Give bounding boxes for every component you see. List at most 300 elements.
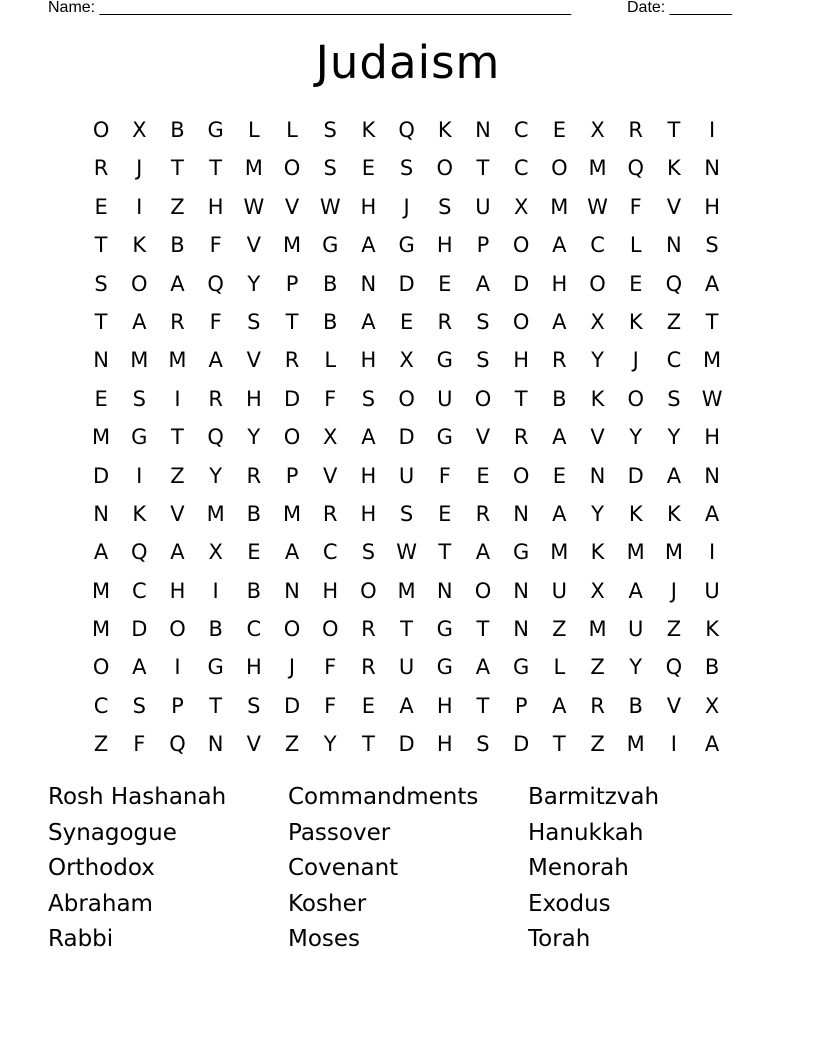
- grid-cell[interactable]: A: [628, 578, 643, 603]
- grid-cell[interactable]: J: [288, 655, 296, 680]
- grid-cell[interactable]: G: [398, 233, 415, 258]
- grid-cell[interactable]: O: [474, 386, 492, 411]
- grid-cell[interactable]: O: [512, 463, 530, 488]
- grid-cell[interactable]: S: [476, 732, 490, 757]
- grid-cell[interactable]: Q: [207, 425, 224, 450]
- grid-cell[interactable]: Q: [665, 271, 683, 296]
- grid-cell[interactable]: M: [244, 156, 263, 181]
- grid-cell[interactable]: T: [438, 540, 452, 565]
- grid-cell[interactable]: A: [132, 655, 147, 680]
- grid-cell[interactable]: Y: [209, 463, 223, 488]
- grid-cell[interactable]: K: [437, 118, 452, 142]
- grid-cell[interactable]: F: [629, 194, 642, 219]
- grid-cell[interactable]: X: [590, 309, 605, 334]
- grid-cell[interactable]: Q: [169, 732, 186, 757]
- grid-cell[interactable]: S: [438, 194, 452, 219]
- grid-cell[interactable]: V: [284, 194, 300, 219]
- grid-cell[interactable]: K: [590, 386, 605, 411]
- grid-cell[interactable]: R: [322, 501, 338, 526]
- grid-cell[interactable]: A: [666, 463, 682, 488]
- grid-cell[interactable]: D: [93, 463, 110, 488]
- grid-cell[interactable]: T: [705, 309, 719, 334]
- grid-cell[interactable]: J: [670, 578, 677, 603]
- grid-cell[interactable]: B: [246, 578, 262, 603]
- grid-cell[interactable]: T: [94, 233, 108, 258]
- grid-cell[interactable]: S: [247, 693, 261, 718]
- grid-cell[interactable]: N: [436, 578, 453, 603]
- grid-cell[interactable]: T: [552, 732, 566, 757]
- grid-cell[interactable]: M: [206, 501, 225, 526]
- grid-cell[interactable]: G: [436, 617, 453, 642]
- grid-cell[interactable]: H: [245, 386, 262, 411]
- grid-cell[interactable]: O: [474, 578, 492, 603]
- grid-cell[interactable]: B: [323, 309, 338, 334]
- grid-cell[interactable]: U: [437, 386, 453, 411]
- grid-cell[interactable]: R: [437, 309, 453, 334]
- grid-cell[interactable]: B: [208, 617, 223, 642]
- grid-cell[interactable]: A: [208, 348, 223, 373]
- grid-cell[interactable]: Z: [590, 655, 605, 680]
- grid-cell[interactable]: R: [361, 617, 376, 642]
- grid-cell[interactable]: C: [322, 540, 338, 565]
- grid-cell[interactable]: H: [436, 693, 453, 718]
- grid-cell[interactable]: A: [475, 540, 491, 565]
- grid-cell[interactable]: V: [246, 348, 262, 373]
- grid-cell[interactable]: C: [93, 693, 109, 718]
- worksheet-header: [0, 0, 816, 20]
- grid-cell[interactable]: S: [323, 156, 337, 181]
- grid-cell[interactable]: T: [476, 617, 490, 642]
- grid-cell[interactable]: R: [513, 425, 529, 450]
- grid-cell[interactable]: V: [246, 233, 262, 258]
- word-list-item: Kosher: [288, 890, 367, 917]
- grid-cell[interactable]: Q: [627, 156, 644, 181]
- grid-cell[interactable]: M: [92, 578, 111, 603]
- grid-cell[interactable]: J: [136, 156, 143, 181]
- grid-cell[interactable]: V: [666, 693, 682, 718]
- grid-cell[interactable]: L: [553, 655, 566, 680]
- grid-cell[interactable]: A: [170, 540, 185, 565]
- grid-cell[interactable]: Z: [170, 194, 185, 219]
- grid-cell[interactable]: O: [589, 271, 606, 296]
- grid-cell[interactable]: V: [323, 463, 338, 488]
- grid-cell[interactable]: I: [136, 463, 143, 488]
- grid-cell[interactable]: H: [436, 732, 453, 757]
- grid-cell[interactable]: R: [361, 655, 376, 680]
- grid-cell[interactable]: A: [361, 309, 376, 334]
- grid-cell[interactable]: M: [282, 501, 302, 526]
- grid-cell[interactable]: Z: [552, 617, 567, 642]
- grid-cell[interactable]: A: [552, 425, 567, 450]
- grid-cell[interactable]: K: [628, 309, 643, 334]
- grid-cell[interactable]: O: [131, 271, 148, 296]
- grid-cell[interactable]: K: [705, 617, 719, 642]
- grid-cell[interactable]: Q: [665, 655, 683, 680]
- grid-cell[interactable]: H: [513, 348, 530, 373]
- grid-cell[interactable]: A: [170, 271, 185, 296]
- grid-cell[interactable]: G: [436, 655, 453, 680]
- grid-cell[interactable]: G: [513, 540, 530, 565]
- grid-cell[interactable]: Z: [666, 309, 682, 334]
- grid-cell[interactable]: K: [667, 501, 681, 526]
- grid-cell[interactable]: O: [436, 156, 454, 181]
- grid-cell[interactable]: R: [170, 309, 185, 334]
- grid-cell[interactable]: E: [361, 693, 376, 718]
- grid-cell[interactable]: D: [627, 463, 644, 488]
- grid-cell[interactable]: C: [666, 348, 682, 373]
- grid-cell[interactable]: G: [207, 118, 224, 142]
- grid-cell[interactable]: R: [628, 118, 644, 142]
- grid-cell[interactable]: U: [551, 578, 568, 603]
- grid-cell[interactable]: M: [282, 233, 302, 258]
- grid-cell[interactable]: N: [207, 732, 224, 757]
- grid-cell[interactable]: E: [361, 156, 376, 181]
- grid-cell[interactable]: L: [629, 233, 642, 258]
- grid-cell[interactable]: I: [136, 194, 143, 219]
- grid-cell[interactable]: E: [94, 386, 108, 411]
- grid-cell[interactable]: S: [132, 386, 146, 411]
- grid-cell[interactable]: M: [626, 732, 645, 757]
- grid-cell[interactable]: N: [666, 233, 682, 258]
- grid-cell[interactable]: A: [552, 233, 567, 258]
- grid-cell[interactable]: H: [360, 348, 377, 373]
- date-field[interactable]: Date: _______: [627, 0, 732, 16]
- grid-cell[interactable]: B: [170, 118, 185, 142]
- grid-cell[interactable]: M: [168, 348, 187, 373]
- grid-cell[interactable]: S: [399, 501, 414, 526]
- grid-cell[interactable]: G: [513, 655, 530, 680]
- grid-cell[interactable]: S: [705, 233, 719, 258]
- grid-cell[interactable]: E: [438, 501, 452, 526]
- grid-cell[interactable]: S: [94, 271, 108, 296]
- grid-cell[interactable]: D: [283, 693, 301, 718]
- grid-cell[interactable]: V: [246, 732, 262, 757]
- grid-cell[interactable]: C: [513, 156, 529, 181]
- grid-cell[interactable]: C: [246, 617, 262, 642]
- grid-cell[interactable]: D: [283, 386, 301, 411]
- grid-cell[interactable]: L: [324, 348, 337, 373]
- grid-cell[interactable]: O: [283, 425, 301, 450]
- grid-cell[interactable]: T: [400, 617, 413, 642]
- word-list-item: Rabbi: [48, 926, 114, 953]
- grid-cell[interactable]: M: [664, 540, 683, 565]
- grid-cell[interactable]: A: [132, 309, 147, 334]
- grid-cell[interactable]: H: [704, 425, 720, 450]
- grid-cell[interactable]: T: [171, 156, 184, 181]
- grid-cell[interactable]: Z: [93, 732, 109, 757]
- grid-cell[interactable]: I: [174, 655, 181, 680]
- grid-cell[interactable]: A: [475, 655, 491, 680]
- grid-cell[interactable]: A: [361, 233, 376, 258]
- grid-cell[interactable]: O: [92, 118, 110, 142]
- grid-cell[interactable]: D: [513, 732, 530, 757]
- grid-cell[interactable]: S: [132, 693, 146, 718]
- grid-cell[interactable]: M: [588, 156, 607, 181]
- grid-cell[interactable]: N: [513, 501, 530, 526]
- grid-cell[interactable]: Q: [398, 118, 415, 142]
- grid-cell[interactable]: Y: [591, 348, 604, 373]
- grid-cell[interactable]: R: [284, 348, 300, 373]
- grid-cell[interactable]: K: [628, 501, 643, 526]
- grid-cell[interactable]: H: [704, 194, 720, 219]
- grid-cell[interactable]: Q: [131, 540, 148, 565]
- grid-cell[interactable]: H: [360, 501, 377, 526]
- grid-cell[interactable]: P: [514, 693, 528, 718]
- grid-cell[interactable]: J: [403, 194, 410, 219]
- grid-row: [82, 303, 732, 341]
- grid-cell[interactable]: E: [552, 118, 566, 142]
- name-field[interactable]: Name: _____________________________________________________: [48, 0, 572, 16]
- grid-cell[interactable]: W: [587, 194, 608, 219]
- grid-cell[interactable]: H: [360, 463, 377, 488]
- grid-cell[interactable]: F: [324, 386, 337, 411]
- grid-cell[interactable]: T: [94, 309, 108, 334]
- grid-row: [82, 188, 732, 226]
- grid-cell[interactable]: E: [94, 194, 108, 219]
- grid-cell[interactable]: O: [627, 386, 644, 411]
- grid-cell[interactable]: S: [476, 348, 490, 373]
- grid-cell[interactable]: A: [284, 540, 300, 565]
- page-title: Judaism: [315, 36, 501, 89]
- grid-cell[interactable]: O: [321, 617, 339, 642]
- grid-cell[interactable]: L: [247, 118, 260, 142]
- grid-cell[interactable]: H: [169, 578, 186, 603]
- grid-cell[interactable]: I: [708, 540, 716, 565]
- grid-cell[interactable]: H: [207, 194, 224, 219]
- grid-cell[interactable]: A: [361, 425, 376, 450]
- grid-cell[interactable]: M: [588, 617, 607, 642]
- grid-cell[interactable]: W: [396, 540, 417, 565]
- grid-cell[interactable]: T: [476, 693, 490, 718]
- grid-cell[interactable]: O: [283, 156, 301, 181]
- grid-cell[interactable]: U: [398, 463, 415, 488]
- grid-cell[interactable]: O: [360, 578, 377, 603]
- grid-cell[interactable]: E: [438, 271, 452, 296]
- grid-cell[interactable]: A: [399, 693, 414, 718]
- grid-cell[interactable]: U: [398, 655, 415, 680]
- grid-cell[interactable]: B: [704, 655, 720, 680]
- grid-cell[interactable]: Q: [207, 271, 224, 296]
- grid-cell[interactable]: Y: [629, 655, 643, 680]
- grid-cell[interactable]: O: [512, 309, 530, 334]
- grid-cell[interactable]: W: [701, 386, 723, 411]
- grid-row: [82, 648, 732, 686]
- grid-cell[interactable]: E: [247, 540, 261, 565]
- grid-cell[interactable]: N: [284, 578, 300, 603]
- grid-cell[interactable]: Y: [629, 425, 643, 450]
- grid-cell[interactable]: K: [132, 501, 147, 526]
- grid-cell[interactable]: G: [436, 348, 453, 373]
- grid-cell[interactable]: A: [552, 693, 567, 718]
- grid-cell[interactable]: A: [704, 732, 720, 757]
- grid-cell[interactable]: Y: [323, 732, 337, 757]
- grid-cell[interactable]: P: [476, 233, 490, 258]
- grid-cell[interactable]: B: [246, 501, 262, 526]
- grid-cell[interactable]: E: [476, 463, 490, 488]
- grid-cell[interactable]: Z: [284, 732, 300, 757]
- grid-cell[interactable]: Y: [247, 271, 261, 296]
- grid-cell[interactable]: F: [133, 732, 146, 757]
- grid-cell[interactable]: N: [93, 348, 109, 373]
- grid-cell[interactable]: Y: [591, 501, 604, 526]
- grid-cell[interactable]: U: [704, 578, 720, 603]
- grid-cell[interactable]: P: [285, 463, 299, 488]
- grid-cell[interactable]: B: [170, 233, 185, 258]
- grid-cell[interactable]: E: [629, 271, 643, 296]
- grid-cell[interactable]: B: [628, 693, 643, 718]
- grid-cell[interactable]: O: [92, 655, 110, 680]
- grid-cell[interactable]: P: [171, 693, 184, 718]
- grid-cell[interactable]: B: [323, 271, 338, 296]
- grid-cell[interactable]: H: [245, 655, 262, 680]
- grid-cell[interactable]: A: [475, 271, 491, 296]
- grid-cell[interactable]: Y: [247, 425, 261, 450]
- grid-cell[interactable]: S: [323, 118, 337, 142]
- grid-cell[interactable]: U: [475, 194, 491, 219]
- grid-cell[interactable]: A: [704, 271, 720, 296]
- grid-cell[interactable]: A: [552, 309, 567, 334]
- grid-cell[interactable]: R: [552, 348, 567, 373]
- grid-cell[interactable]: O: [169, 617, 186, 642]
- grid-cell[interactable]: T: [514, 386, 528, 411]
- grid-cell[interactable]: F: [209, 309, 222, 334]
- grid-cell[interactable]: O: [512, 233, 530, 258]
- grid-cell[interactable]: X: [132, 118, 147, 142]
- grid-cell[interactable]: T: [361, 732, 375, 757]
- grid-cell[interactable]: V: [170, 501, 185, 526]
- grid-cell[interactable]: L: [286, 118, 298, 142]
- grid-cell[interactable]: N: [513, 578, 530, 603]
- grid-cell[interactable]: T: [476, 156, 490, 181]
- grid-cell[interactable]: S: [667, 386, 681, 411]
- grid-cell[interactable]: R: [208, 386, 223, 411]
- grid-cell[interactable]: G: [131, 425, 148, 450]
- grid-cell[interactable]: D: [398, 271, 415, 296]
- grid-cell[interactable]: R: [590, 693, 605, 718]
- grid-cell[interactable]: M: [703, 348, 722, 373]
- grid-cell[interactable]: M: [550, 540, 569, 565]
- grid-cell[interactable]: S: [361, 540, 376, 565]
- grid-cell[interactable]: N: [704, 156, 720, 181]
- grid-cell[interactable]: M: [626, 540, 645, 565]
- grid-cell[interactable]: T: [667, 118, 681, 142]
- grid-cell[interactable]: F: [209, 233, 222, 258]
- grid-cell[interactable]: D: [398, 732, 415, 757]
- grid-cell[interactable]: R: [93, 156, 109, 181]
- word-list-item: Passover: [288, 819, 391, 846]
- grid-cell[interactable]: Z: [666, 617, 682, 642]
- grid-cell[interactable]: E: [399, 309, 414, 334]
- grid-cell[interactable]: N: [360, 271, 377, 296]
- grid-cell[interactable]: C: [513, 118, 529, 142]
- grid-cell[interactable]: D: [131, 617, 148, 642]
- grid-cell[interactable]: J: [632, 348, 639, 373]
- grid-cell[interactable]: S: [399, 156, 414, 181]
- grid-cell[interactable]: K: [132, 233, 147, 258]
- grid-cell[interactable]: O: [398, 386, 415, 411]
- grid-cell[interactable]: X: [323, 425, 338, 450]
- grid-cell[interactable]: K: [361, 118, 376, 142]
- grid-cell[interactable]: H: [551, 271, 568, 296]
- grid-cell[interactable]: A: [704, 501, 720, 526]
- grid-cell[interactable]: M: [92, 617, 111, 642]
- grid-cell[interactable]: P: [285, 271, 299, 296]
- grid-cell[interactable]: X: [704, 693, 720, 718]
- grid-cell[interactable]: X: [590, 118, 605, 142]
- grid-cell[interactable]: E: [552, 463, 566, 488]
- grid-cell[interactable]: N: [475, 118, 491, 142]
- grid-cell[interactable]: H: [436, 233, 453, 258]
- grid-cell[interactable]: H: [360, 194, 377, 219]
- grid-cell[interactable]: R: [246, 463, 262, 488]
- grid-cell[interactable]: F: [438, 463, 451, 488]
- grid-cell[interactable]: S: [361, 386, 376, 411]
- grid-cell[interactable]: V: [590, 425, 605, 450]
- grid-cell[interactable]: Z: [170, 463, 185, 488]
- grid-cell[interactable]: V: [666, 194, 682, 219]
- grid-cell[interactable]: V: [475, 425, 491, 450]
- grid-cell[interactable]: M: [130, 348, 149, 373]
- grid-cell[interactable]: W: [243, 194, 265, 219]
- grid-cell[interactable]: G: [207, 655, 224, 680]
- grid-cell[interactable]: T: [171, 425, 184, 450]
- grid-cell[interactable]: W: [319, 194, 341, 219]
- grid-cell[interactable]: N: [513, 617, 530, 642]
- grid-cell[interactable]: T: [209, 156, 223, 181]
- grid-cell[interactable]: O: [551, 156, 568, 181]
- grid-cell[interactable]: K: [590, 540, 605, 565]
- grid-cell[interactable]: M: [92, 425, 111, 450]
- grid-cell[interactable]: C: [131, 578, 147, 603]
- grid-cell[interactable]: F: [324, 693, 337, 718]
- grid-cell[interactable]: X: [590, 578, 605, 603]
- grid-cell[interactable]: I: [708, 118, 716, 142]
- grid-cell[interactable]: G: [436, 425, 453, 450]
- grid-cell[interactable]: A: [93, 540, 109, 565]
- grid-cell[interactable]: Z: [590, 732, 605, 757]
- grid-cell[interactable]: N: [589, 463, 606, 488]
- grid-cell[interactable]: D: [513, 271, 530, 296]
- grid-cell[interactable]: M: [550, 194, 569, 219]
- grid-cell[interactable]: X: [399, 348, 414, 373]
- grid-cell[interactable]: N: [704, 463, 720, 488]
- grid-cell[interactable]: D: [398, 425, 415, 450]
- grid-cell[interactable]: Y: [667, 425, 681, 450]
- grid-cell[interactable]: R: [475, 501, 491, 526]
- grid-cell[interactable]: U: [628, 617, 644, 642]
- grid-cell[interactable]: I: [670, 732, 677, 757]
- grid-cell[interactable]: N: [93, 501, 109, 526]
- grid-cell[interactable]: X: [513, 194, 529, 219]
- grid-cell[interactable]: T: [209, 693, 223, 718]
- grid-cell[interactable]: G: [322, 233, 339, 258]
- grid-cell[interactable]: O: [283, 617, 301, 642]
- grid-cell[interactable]: F: [324, 655, 337, 680]
- word-list-item: Abraham: [48, 890, 153, 917]
- grid-cell[interactable]: C: [590, 233, 605, 258]
- grid-cell[interactable]: S: [247, 309, 261, 334]
- grid-cell[interactable]: T: [285, 309, 299, 334]
- grid-cell[interactable]: B: [552, 386, 567, 411]
- grid-cell[interactable]: H: [322, 578, 339, 603]
- grid-cell[interactable]: S: [476, 309, 490, 334]
- grid-cell[interactable]: A: [552, 501, 567, 526]
- grid-cell[interactable]: I: [174, 386, 181, 411]
- grid-cell[interactable]: M: [397, 578, 416, 603]
- grid-cell[interactable]: X: [208, 540, 223, 565]
- grid-cell[interactable]: K: [667, 156, 681, 181]
- grid-cell[interactable]: I: [212, 578, 219, 603]
